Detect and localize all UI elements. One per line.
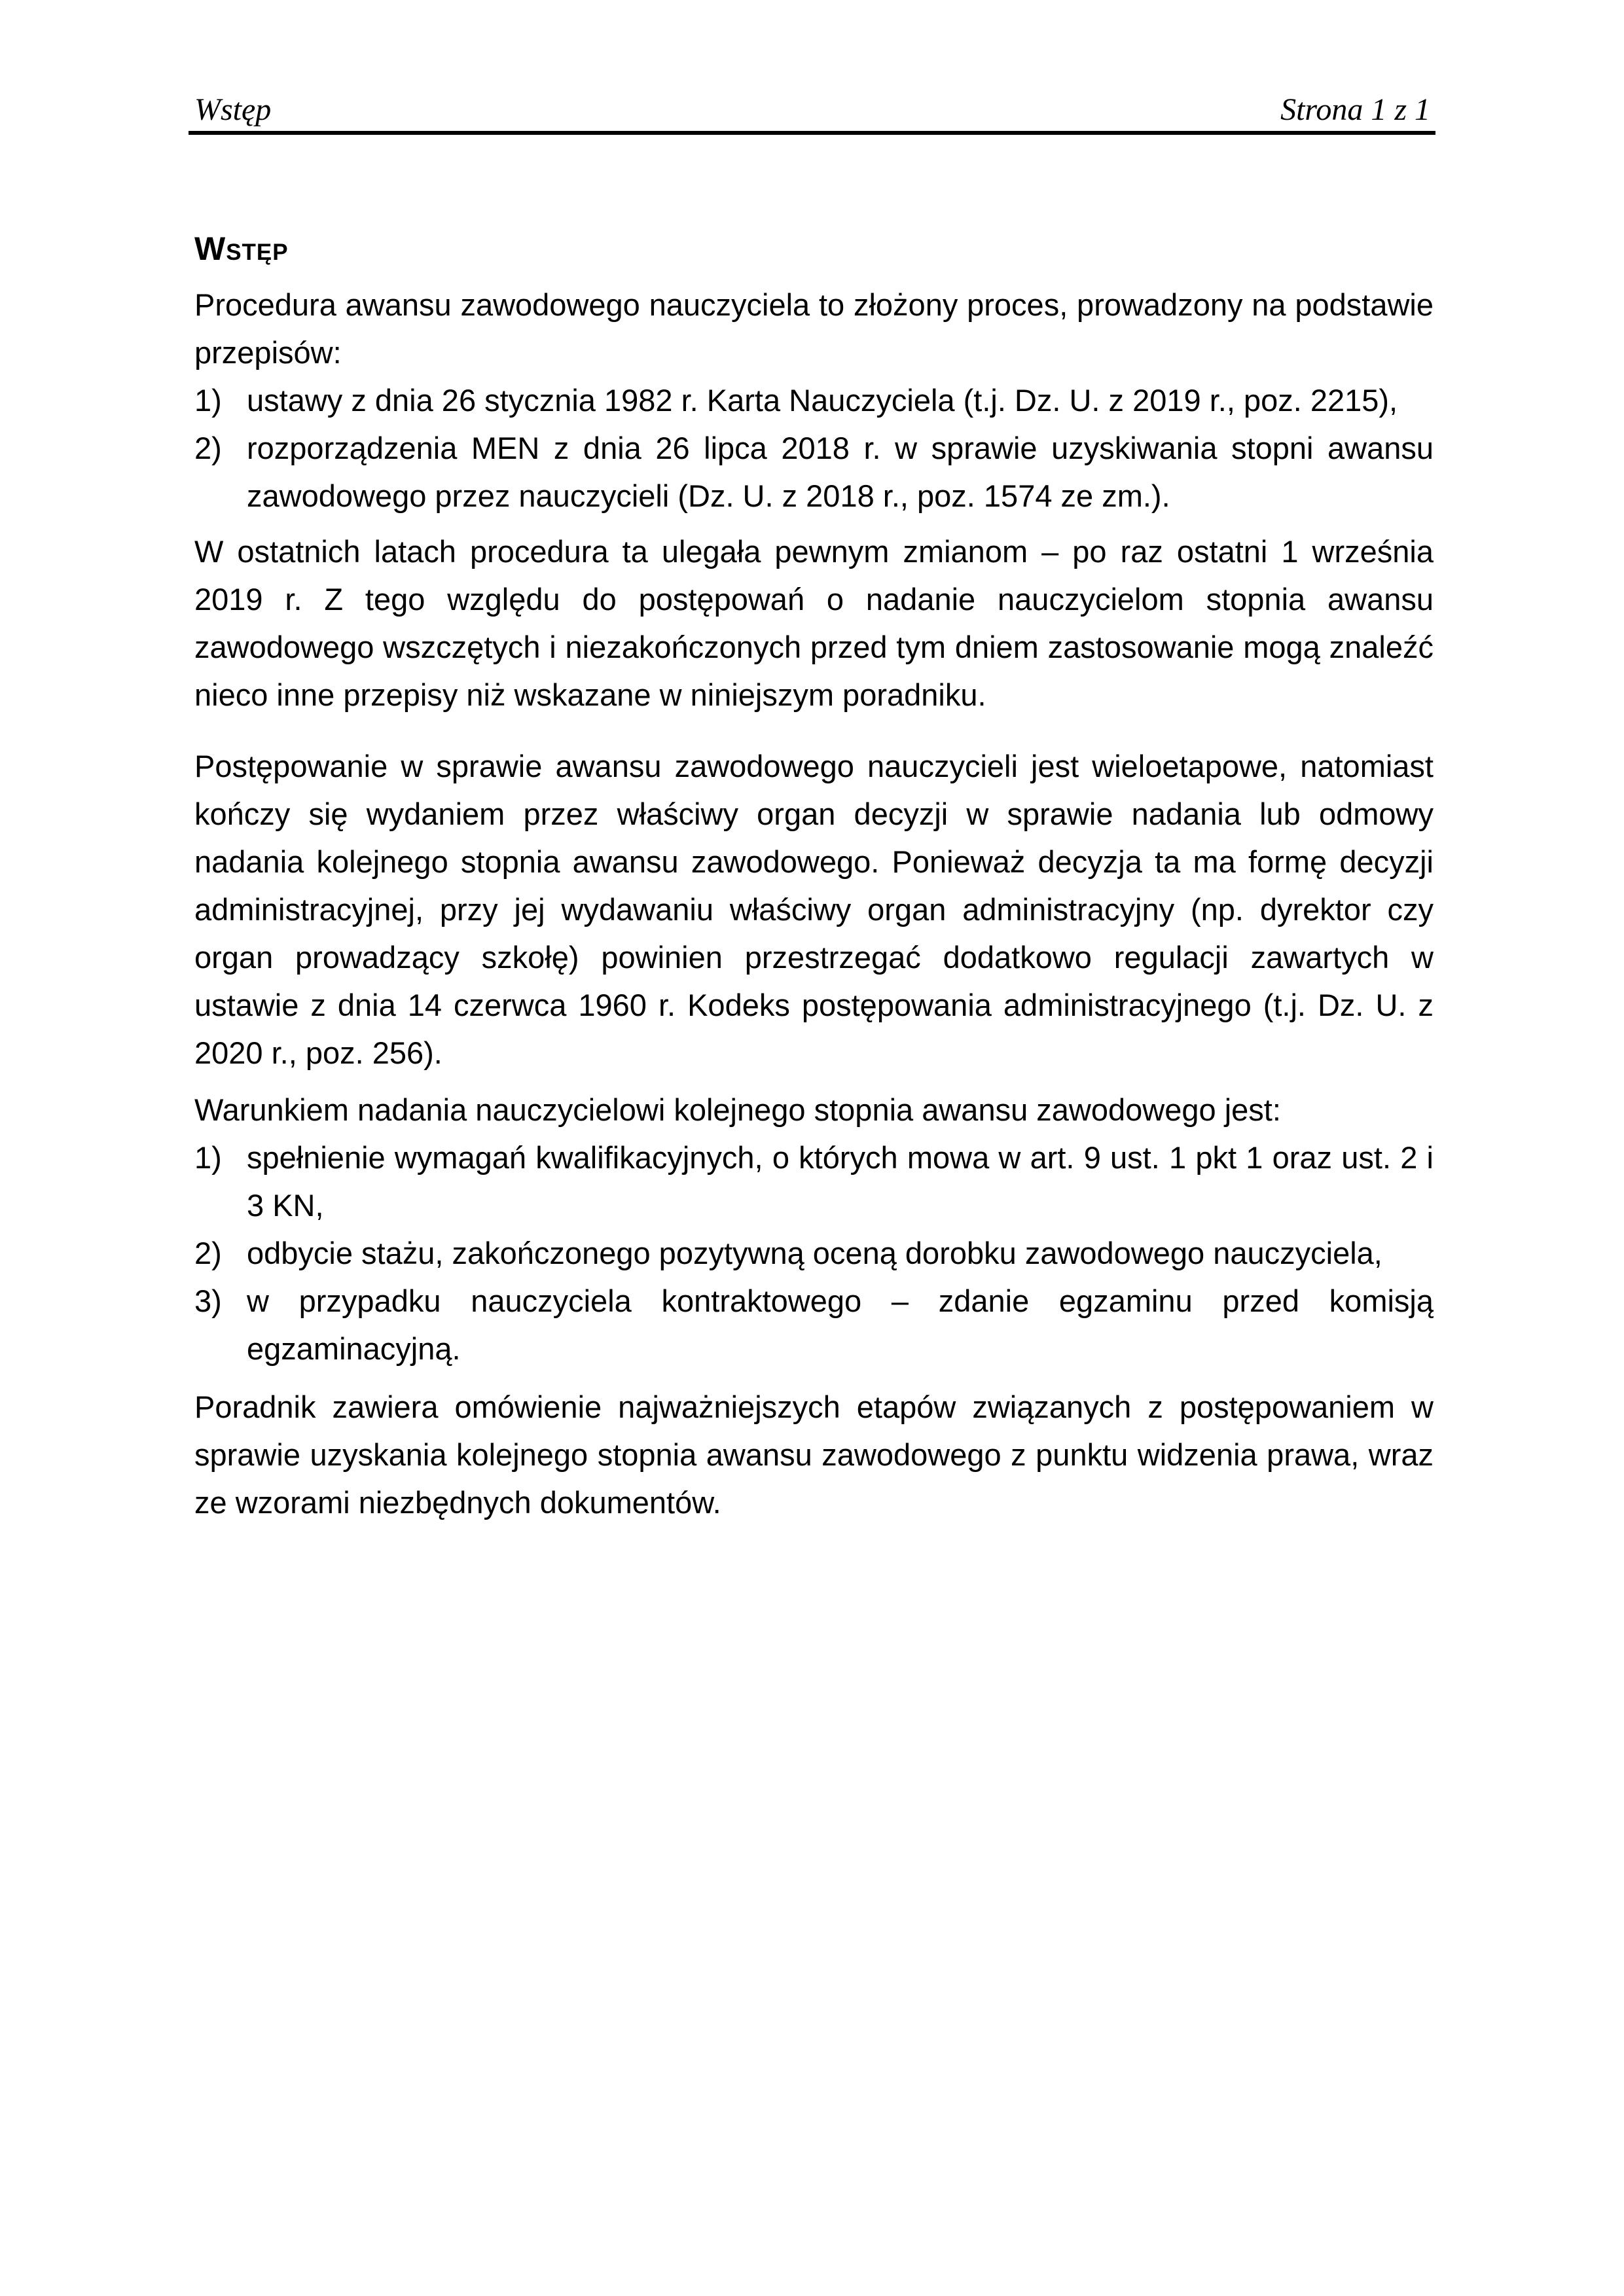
document-body <box>194 230 1434 1526</box>
paragraph-changes: W ostatnich latach procedura ta ulegała pewnym zmianom – po raz ostatni 1 września 2019 r. Z tego względu do postępowań o nadanie nauczycielom stopnia awansu zawodowego wszczętych i niezakończonych przed tym dniem zastosowanie mogą znaleźć nieco inne przepisy niż wskazane w niniejszym poradniku. <box>194 534 1434 712</box>
paragraph-procedure: Postępowanie w sprawie awansu zawodowego nauczycieli jest wieloetapowe, natomiast kończy się wydaniem przez właściwy organ decyzji w sprawie nadania lub odmowy nadania kolejnego stopnia awansu zawodowego. Ponieważ decyzja ta ma formę decyzji administracyjnej, przy jej wydawaniu właściwy organ administracyjny (np. dyrektor czy organ prowadzący szkołę) powinien przestrzegać dodatkowo regulacji zawartych w ustawie z dnia 14 czerwca 1960 r. Kodeks postępowania administracyjnego (t.j. Dz. U. z 2020 r., poz. 256). <box>194 749 1434 1070</box>
list-item: w przypadku nauczyciela kontraktowego – zdanie egzaminu przed komisją egzaminacyjną. <box>247 1283 1434 1366</box>
list-item: spełnienie wymagań kwalifikacyjnych, o których mowa w art. 9 ust. 1 pkt 1 oraz ust. 2 i 3 KN, <box>247 1140 1434 1223</box>
list-item: odbycie stażu, zakończonego pozytywną oceną dorobku zawodowego nauczyciela, <box>247 1236 1382 1270</box>
legal-basis-list <box>194 376 1434 520</box>
section-heading: Wstęp <box>194 230 289 267</box>
header-page-number: Strona 1 z 1 <box>1280 92 1430 127</box>
list-item: ustawy z dnia 26 stycznia 1982 r. Karta Nauczyciela (t.j. Dz. U. z 2019 r., poz. 2215), <box>247 383 1398 418</box>
paragraph-summary: Poradnik zawiera omówienie najważniejszych etapów związanych z postępowaniem w sprawie uzyskania kolejnego stopnia awansu zawodowego z punktu widzenia prawa, wraz ze wzorami niezbędnych dokumentów. <box>194 1390 1434 1520</box>
list-item: rozporządzenia MEN z dnia 26 lipca 2018 r. w sprawie uzyskiwania stopni awansu zawodowego przez nauczycieli (Dz. U. z 2018 r., poz. 1574 ze zm.). <box>247 431 1434 513</box>
paragraph-intro: Procedura awansu zawodowego nauczyciela to złożony proces, prowadzony na podstawie przepisów: <box>194 287 1434 370</box>
page-header <box>189 92 1435 135</box>
header-section-title: Wstęp <box>194 92 272 127</box>
paragraph-conditions-intro: Warunkiem nadania nauczycielowi kolejnego stopnia awansu zawodowego jest: <box>194 1092 1281 1127</box>
conditions-list <box>194 1134 1434 1372</box>
